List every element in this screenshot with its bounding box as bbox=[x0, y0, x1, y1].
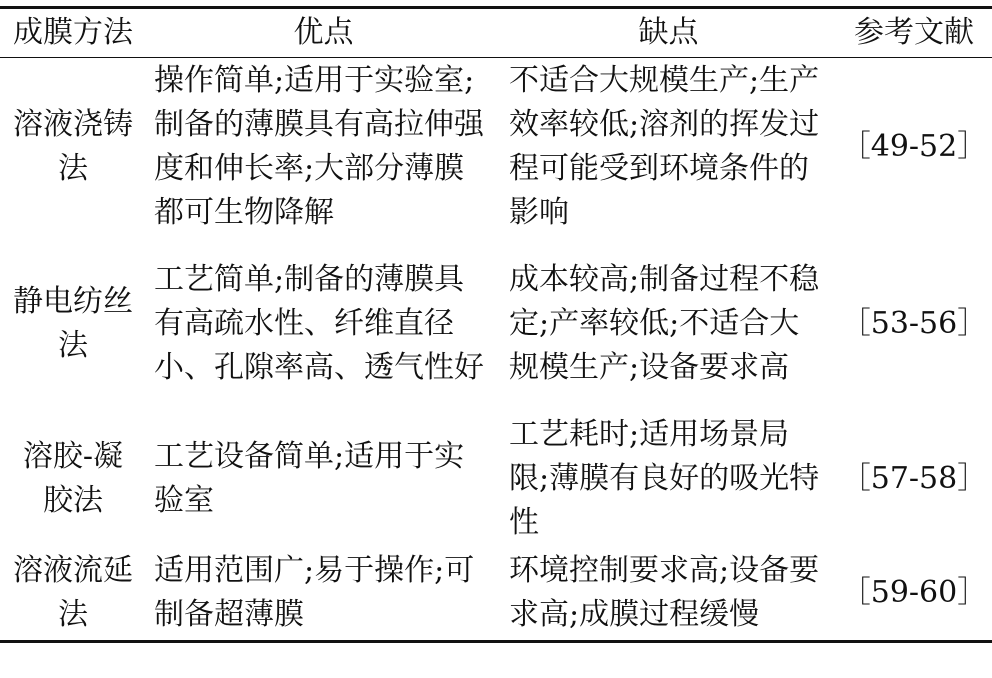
references-cell: ［49-52］ bbox=[840, 129, 988, 164]
disadvantages-cell: 成本较高;制备过程不稳定;产率较低;不适合大规模生产;设备要求高 bbox=[509, 262, 820, 385]
table-row bbox=[0, 58, 992, 237]
references-cell: ［57-58］ bbox=[840, 461, 988, 496]
advantages-cell: 操作简单;适用于实验室;制备的薄膜具有高拉伸强度和伸长率;大部分薄膜都可生物降解 bbox=[154, 63, 484, 230]
disadvantages-cell: 工艺耗时;适用场景局限;薄膜有良好的吸光特性 bbox=[509, 417, 820, 540]
method-cell: 溶液流延法 bbox=[13, 553, 133, 632]
table-row bbox=[0, 236, 992, 412]
table-row bbox=[0, 546, 992, 642]
advantages-cell: 工艺简单;制备的薄膜具有高疏水性、纤维直径小、孔隙率高、透气性好 bbox=[154, 262, 484, 385]
header-references: 参考文献 bbox=[854, 15, 974, 50]
advantages-cell: 适用范围广;易于操作;可制备超薄膜 bbox=[154, 553, 475, 632]
advantages-cell: 工艺设备简单;适用于实验室 bbox=[154, 439, 465, 518]
header-method: 成膜方法 bbox=[13, 15, 133, 50]
film-methods-table bbox=[0, 6, 992, 643]
disadvantages-cell: 环境控制要求高;设备要求高;成膜过程缓慢 bbox=[509, 553, 820, 632]
references-cell: ［59-60］ bbox=[840, 575, 988, 610]
header-advantages: 优点 bbox=[293, 15, 354, 50]
header-disadvantages: 缺点 bbox=[638, 15, 699, 50]
table-row bbox=[0, 412, 992, 546]
method-cell: 静电纺丝法 bbox=[13, 284, 133, 363]
references-cell: ［53-56］ bbox=[840, 306, 988, 341]
method-cell: 溶液浇铸法 bbox=[13, 107, 133, 186]
disadvantages-cell: 不适合大规模生产;生产效率较低;溶剂的挥发过程可能受到环境条件的影响 bbox=[509, 63, 820, 230]
method-cell: 溶胶-凝胶法 bbox=[22, 439, 124, 518]
table-header-row bbox=[0, 8, 992, 58]
